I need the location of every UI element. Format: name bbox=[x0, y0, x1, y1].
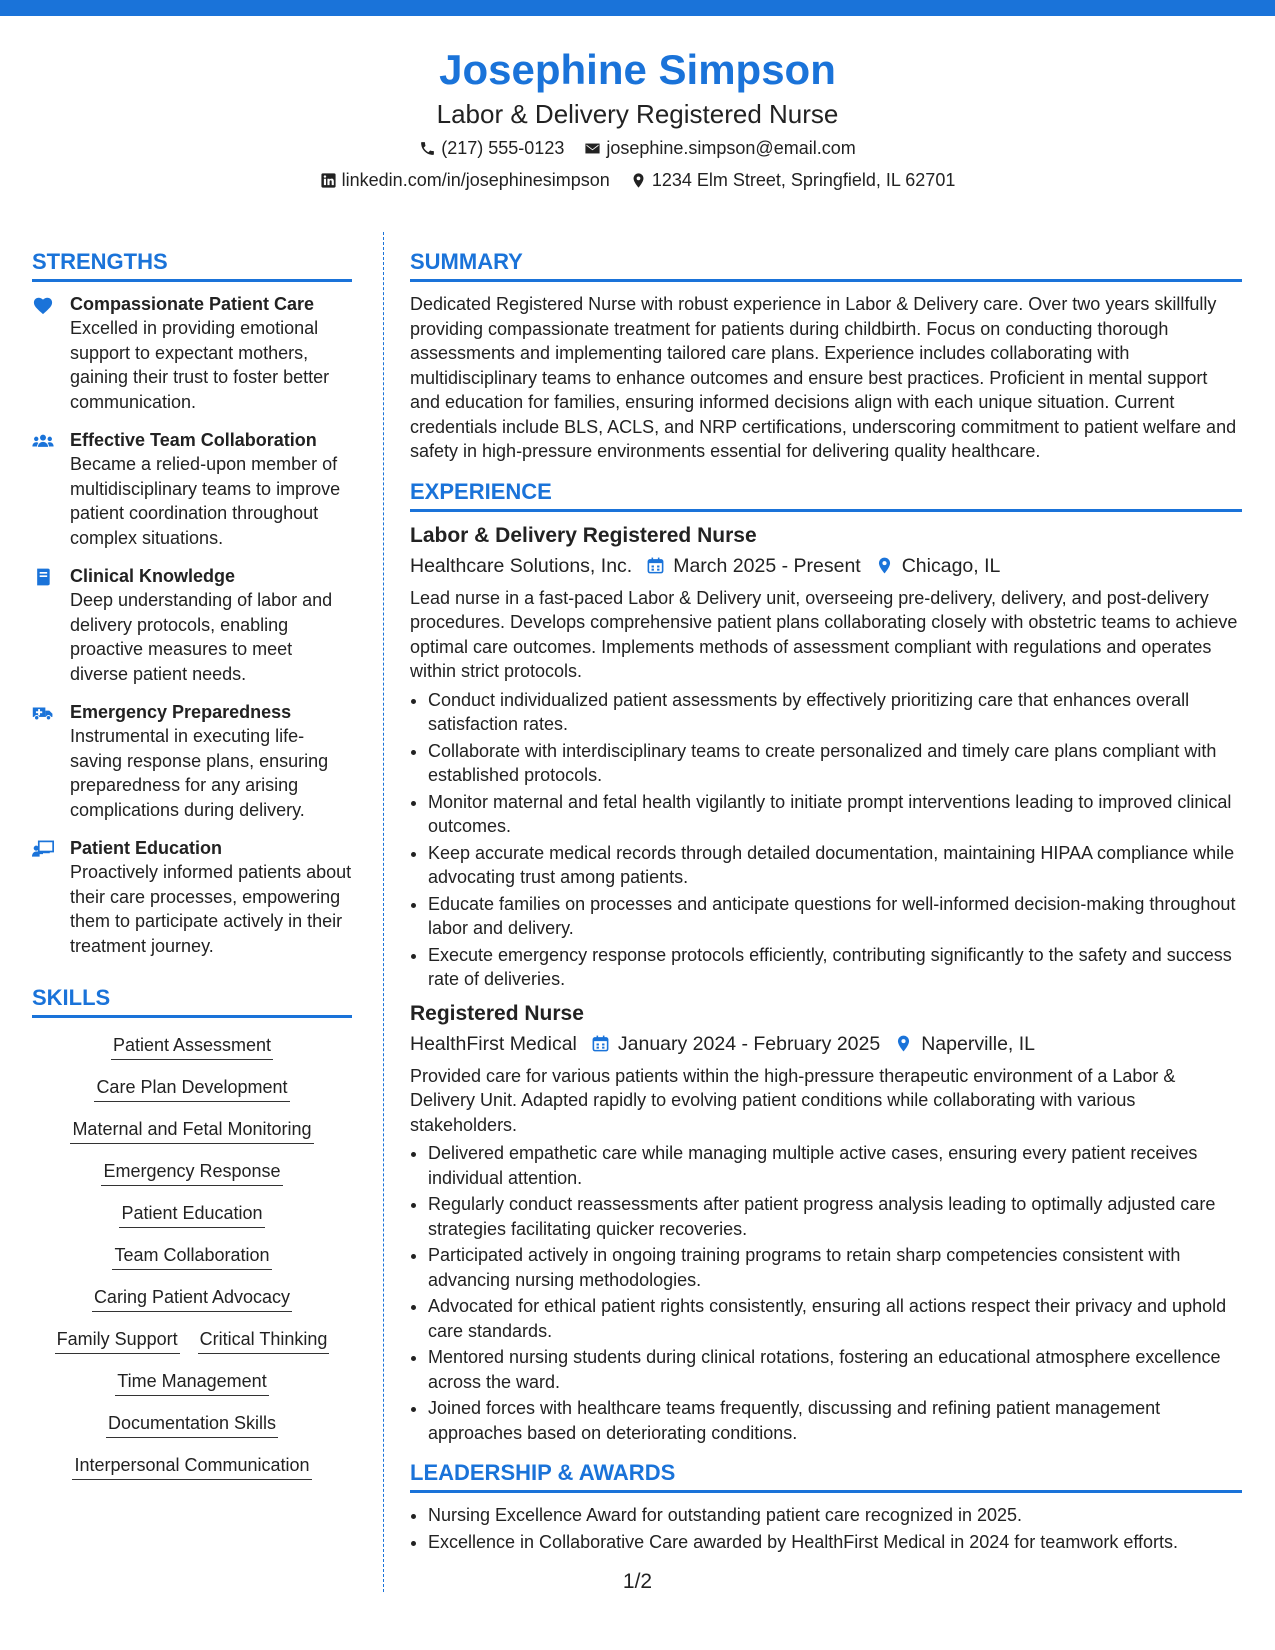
job-entry bbox=[410, 522, 1242, 992]
list-item: • Conduct individualized patient assessments by effectively prioritizing care that enhances overall satisfaction rates. bbox=[428, 688, 1242, 737]
strength-description: Deep understanding of labor and delivery protocols, enabling proactive measures to meet diverse patient needs. bbox=[70, 590, 333, 684]
phone-text[interactable]: (217) 555-0123 bbox=[441, 138, 565, 158]
skill-tag: Caring Patient Advocacy bbox=[92, 1284, 292, 1312]
page-number: 1/2 bbox=[622, 1570, 653, 1593]
list-item: • Nursing Excellence Award for outstanding patient care recognized in 2025. bbox=[428, 1503, 1242, 1528]
skill-tag: Maternal and Fetal Monitoring bbox=[70, 1116, 313, 1144]
candidate-name: Josephine Simpson bbox=[439, 46, 836, 93]
calendar-icon bbox=[591, 1034, 610, 1053]
candidate-title: Labor & Delivery Registered Nurse bbox=[436, 99, 839, 129]
list-item: • Joined forces with healthcare teams frequently, discussing and refining patient management approaches based on deteriorating conditions. bbox=[428, 1396, 1242, 1445]
experience-heading: EXPERIENCE bbox=[410, 478, 1242, 512]
list-item: • Educate families on processes and anticipate questions for well-informed decision-making throughout labor and delivery. bbox=[428, 892, 1242, 941]
job-bullets bbox=[410, 1141, 1242, 1445]
strength-title: Patient Education bbox=[70, 838, 223, 858]
job-entry bbox=[410, 1000, 1242, 1446]
email-item bbox=[584, 136, 855, 160]
job-location: Naperville, IL bbox=[921, 1032, 1036, 1055]
teacher-icon bbox=[32, 839, 54, 859]
contact-info bbox=[0, 136, 1275, 192]
strength-title: Clinical Knowledge bbox=[70, 566, 236, 586]
strength-title: Compassionate Patient Care bbox=[70, 294, 315, 314]
right-column bbox=[410, 248, 1242, 1562]
strength-title: Effective Team Collaboration bbox=[70, 430, 317, 450]
list-item: • Keep accurate medical records through detailed documentation, maintaining HIPAA compliance while advocating trust among patients. bbox=[428, 841, 1242, 890]
skill-tag: Team Collaboration bbox=[112, 1242, 271, 1270]
skill-tag: Care Plan Development bbox=[94, 1074, 289, 1102]
list-item: • Collaborate with interdisciplinary teams to create personalized and timely care plans compliant with established protocols. bbox=[428, 739, 1242, 788]
awards-list bbox=[410, 1503, 1242, 1554]
strength-item bbox=[32, 428, 352, 550]
job-company: HealthFirst Medical bbox=[410, 1032, 577, 1055]
skill-tag: Time Management bbox=[115, 1368, 268, 1396]
skill-tag: Family Support bbox=[55, 1326, 180, 1354]
list-item: • Mentored nursing students during clinical rotations, fostering an educational atmosphere excellence across the ward. bbox=[428, 1345, 1242, 1394]
job-location: Chicago, IL bbox=[901, 554, 1001, 577]
list-item: • Participated actively in ongoing training programs to retain sharp competencies consistent with advancing nursing methodologies. bbox=[428, 1243, 1242, 1292]
location-pin-icon bbox=[875, 556, 894, 575]
job-title: Labor & Delivery Registered Nurse bbox=[410, 523, 757, 547]
skill-tag: Interpersonal Communication bbox=[72, 1452, 311, 1480]
location-pin-icon bbox=[894, 1034, 913, 1053]
top-accent-bar bbox=[0, 0, 1275, 16]
calendar-icon bbox=[646, 556, 665, 575]
job-dates: January 2024 - February 2025 bbox=[617, 1032, 881, 1055]
job-company: Healthcare Solutions, Inc. bbox=[410, 554, 633, 577]
envelope-icon bbox=[584, 140, 601, 157]
job-dates: March 2025 - Present bbox=[673, 554, 861, 577]
skills-heading: SKILLS bbox=[32, 984, 352, 1018]
skill-tag: Critical Thinking bbox=[198, 1326, 330, 1354]
email-link[interactable]: josephine.simpson@email.com bbox=[606, 138, 856, 158]
strength-description: Became a relied-upon member of multidisciplinary teams to improve patient coordination throughout complex situations. bbox=[70, 454, 341, 548]
skills-list bbox=[32, 1028, 352, 1480]
job-description: Provided care for various patients within the high-pressure therapeutic environment of a Labor & Delivery Unit. Adapted rapidly to evolving patient conditions while collaborating with various stakeholders. bbox=[410, 1065, 1176, 1135]
users-icon bbox=[32, 431, 54, 451]
strength-item bbox=[32, 292, 352, 414]
summary-heading: SUMMARY bbox=[410, 248, 1242, 282]
strength-item bbox=[32, 836, 352, 958]
list-item: • Advocated for ethical patient rights consistently, ensuring all actions respect their privacy and uphold care standards. bbox=[428, 1294, 1242, 1343]
skill-tag: Emergency Response bbox=[101, 1158, 282, 1186]
list-item: • Delivered empathetic care while managing multiple active cases, ensuring every patient receives individual attention. bbox=[428, 1141, 1242, 1190]
address-text: 1234 Elm Street, Springfield, IL 62701 bbox=[651, 170, 956, 190]
address-item bbox=[630, 168, 956, 192]
list-item: • Monitor maternal and fetal health vigilantly to initiate prompt interventions leading to improved clinical outcomes. bbox=[428, 790, 1242, 839]
strength-description: Excelled in providing emotional support to expectant mothers, gaining their trust to foster better communication. bbox=[70, 318, 330, 412]
ambulance-icon bbox=[32, 703, 54, 723]
awards-heading: LEADERSHIP & AWARDS bbox=[410, 1459, 1242, 1493]
list-item: • Excellence in Collaborative Care awarded by HealthFirst Medical in 2024 for teamwork efforts. bbox=[428, 1530, 1242, 1555]
linkedin-item bbox=[320, 168, 610, 192]
list-item: • Execute emergency response protocols efficiently, contributing significantly to the safety and success rate of deliveries. bbox=[428, 943, 1242, 992]
phone-item bbox=[419, 136, 564, 160]
strength-description: Proactively informed patients about their care processes, empowering them to participate actively in their treatment journey. bbox=[70, 862, 352, 956]
strength-title: Emergency Preparedness bbox=[70, 702, 292, 722]
job-meta bbox=[410, 1030, 1242, 1058]
job-title: Registered Nurse bbox=[410, 1001, 584, 1025]
skill-tag: Documentation Skills bbox=[106, 1410, 278, 1438]
resume-header bbox=[0, 44, 1275, 192]
heart-icon bbox=[32, 295, 54, 315]
strength-item bbox=[32, 700, 352, 822]
book-icon bbox=[32, 567, 54, 587]
job-bullets bbox=[410, 688, 1242, 992]
skill-tag: Patient Education bbox=[119, 1200, 264, 1228]
skill-tag: Patient Assessment bbox=[111, 1032, 273, 1060]
location-pin-icon bbox=[630, 172, 647, 189]
strength-item bbox=[32, 564, 352, 686]
column-divider bbox=[383, 232, 384, 1592]
phone-icon bbox=[419, 140, 436, 157]
job-meta bbox=[410, 552, 1242, 580]
list-item: • Regularly conduct reassessments after patient progress analysis leading to optimally adjusted care strategies facilitating quicker recoveries. bbox=[428, 1192, 1242, 1241]
linkedin-link[interactable]: linkedin.com/in/josephinesimpson bbox=[341, 170, 610, 190]
job-description: Lead nurse in a fast-paced Labor & Delivery unit, overseeing pre-delivery, delivery, and post-delivery procedures. Develops comprehensive patient plans collaborating closely with obstetric teams to achieve optimal care outcomes. Implements methods of assessment compliant with regulations and operates within strict protocols. bbox=[410, 587, 1238, 681]
left-column bbox=[32, 248, 352, 1480]
summary-text: Dedicated Registered Nurse with robust experience in Labor & Delivery care. Over two years skillfully providing compassionate treatment for patients during childbirth. Focus on conducting thorough assessments and implementing tailored care plans. Experience includes collaborating with multidisciplinary teams to enhance outcomes and ensure best practices. Proficient in mental support and education for families, ensuring informed decisions align with each unique situation. Current credentials include BLS, ACLS, and NRP certifications, underscoring commitment to patient welfare and safety in high-pressure environments essential for delivering quality healthcare. bbox=[410, 294, 1237, 461]
strengths-heading: STRENGTHS bbox=[32, 248, 352, 282]
linkedin-icon bbox=[320, 172, 337, 189]
strength-description: Instrumental in executing life-saving response plans, ensuring preparedness for any arising complications during delivery. bbox=[70, 726, 329, 820]
